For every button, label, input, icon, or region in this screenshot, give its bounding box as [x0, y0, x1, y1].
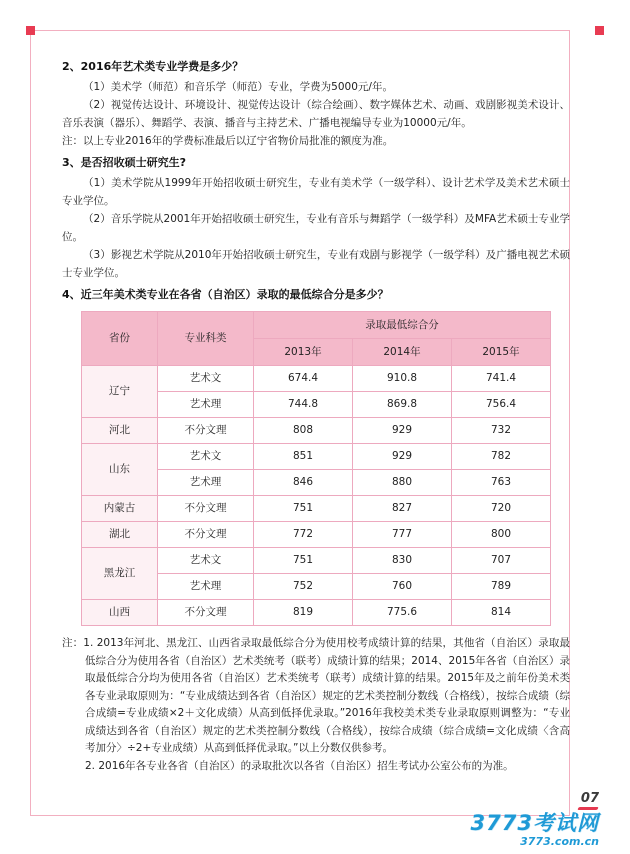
- corner-mark-top-left: [26, 26, 35, 35]
- note-text: 1. 2013年河北、黑龙江、山西省录取最低综合分为使用校考成绩计算的结果，其他省（自治区）录取最低综合分为使用各省（自治区）艺术类统考（联考）成绩计算的结果；2014、2015年各省（自治区）录取最低综合分均为使用各省（自治区）艺术类统考（联考）成绩计算的结果。2015年及之前年份美术类各专业录取原则为：“专业成绩达到各省（自治区）规定的艺术类控制分数线（合格线），按综合成绩（综合成绩=专业成绩×2＋文化成绩）从高到低择优录取。”2016年我校美术类专业录取原则调整为：“专业成绩达到各省（自治区）规定的艺术类控制分数线（合格线），按综合成绩（综合成绩=文化成绩〈含高考加分〉÷2+专业成绩）从高到低择优录取。”以上分数仅供参考。: [83, 637, 570, 754]
- note-paragraph: [62, 635, 570, 758]
- score-cell: 775.6: [353, 600, 452, 626]
- col-header-year-2014: 2014年: [353, 339, 452, 366]
- paragraph: （2）音乐学院从2001年开始招收硕士研究生，专业有音乐与舞蹈学（一级学科）及MFA艺术硕士专业学位。: [62, 213, 570, 243]
- score-table: [81, 311, 551, 626]
- corner-mark-top-right: [595, 26, 604, 35]
- site-url: 3773.com.cn: [520, 835, 599, 848]
- notes-block: [62, 635, 570, 775]
- score-cell: 751: [254, 496, 353, 522]
- category-cell: 艺术理: [158, 392, 254, 418]
- col-header-scores: 录取最低综合分: [254, 312, 551, 339]
- table-row: [82, 444, 551, 470]
- province-cell: 内蒙古: [82, 496, 158, 522]
- category-cell: 艺术文: [158, 444, 254, 470]
- score-cell: 880: [353, 470, 452, 496]
- score-cell: 720: [452, 496, 551, 522]
- col-header-category: 专业科类: [158, 312, 254, 366]
- score-cell: 772: [254, 522, 353, 548]
- table-row: [82, 522, 551, 548]
- score-cell: 760: [353, 574, 452, 600]
- score-cell: 851: [254, 444, 353, 470]
- score-cell: 808: [254, 418, 353, 444]
- table-header-row: [82, 312, 551, 339]
- score-cell: 756.4: [452, 392, 551, 418]
- score-cell: 741.4: [452, 366, 551, 392]
- col-header-province: 省份: [82, 312, 158, 366]
- col-header-year-2013: 2013年: [254, 339, 353, 366]
- score-cell: 782: [452, 444, 551, 470]
- table-row: [82, 600, 551, 626]
- paragraph: （1）美术学（师范）和音乐学（师范）专业，学费为5000元/年。: [83, 81, 393, 93]
- score-cell: 744.8: [254, 392, 353, 418]
- score-cell: 910.8: [353, 366, 452, 392]
- footer: [471, 790, 599, 849]
- score-cell: 929: [353, 444, 452, 470]
- table-row: [82, 418, 551, 444]
- site-logo: 3773考试网: [470, 811, 599, 835]
- score-cell: 752: [254, 574, 353, 600]
- category-cell: 艺术文: [158, 548, 254, 574]
- document-content: [62, 54, 570, 775]
- paragraph: （1）美术学院从1999年开始招收硕士研究生，专业有美术学（一级学科）、设计艺术学及美术艺术硕士专业学位。: [62, 177, 570, 207]
- score-cell: 814: [452, 600, 551, 626]
- paragraph: （2）视觉传达设计、环境设计、视觉传达设计（综合绘画）、数字媒体艺术、动画、戏剧影视美术设计、音乐表演（器乐）、舞蹈学、表演、播音与主持艺术、广播电视编导专业为10000元/年。: [62, 99, 570, 129]
- category-cell: 艺术理: [158, 470, 254, 496]
- category-cell: 不分文理: [158, 496, 254, 522]
- category-cell: 不分文理: [158, 418, 254, 444]
- category-cell: 艺术文: [158, 366, 254, 392]
- score-table-header: [82, 312, 551, 366]
- category-cell: 不分文理: [158, 600, 254, 626]
- note-label: 注：: [62, 637, 84, 649]
- table-row: [82, 366, 551, 392]
- category-cell: 艺术理: [158, 574, 254, 600]
- table-row: [82, 496, 551, 522]
- score-cell: 869.8: [353, 392, 452, 418]
- score-cell: 789: [452, 574, 551, 600]
- note-paragraph: 2. 2016年各专业各省（自治区）的录取批次以各省（自治区）招生考试办公室公布的为准。: [85, 759, 514, 772]
- score-cell: 763: [452, 470, 551, 496]
- section-graduate: [62, 154, 570, 282]
- section-heading: 3、是否招收硕士研究生?: [62, 156, 187, 169]
- score-cell: 800: [452, 522, 551, 548]
- paragraph: （3）影视艺术学院从2010年开始招收硕士研究生，专业有戏剧与影视学（一级学科）及广播电视艺术硕士专业学位。: [62, 249, 570, 279]
- section-heading: 2、2016年艺术类专业学费是多少？: [62, 60, 244, 73]
- province-cell: 山东: [82, 444, 158, 496]
- score-cell: 827: [353, 496, 452, 522]
- section-tuition: [62, 58, 570, 150]
- province-cell: 河北: [82, 418, 158, 444]
- tuition-note: 注：以上专业2016年的学费标准最后以辽宁省物价局批准的额度为准。: [62, 135, 394, 147]
- section-scores: [62, 286, 570, 626]
- score-cell: 732: [452, 418, 551, 444]
- score-cell: 929: [353, 418, 452, 444]
- score-cell: 674.4: [254, 366, 353, 392]
- score-cell: 751: [254, 548, 353, 574]
- score-cell: 819: [254, 600, 353, 626]
- province-cell: 山西: [82, 600, 158, 626]
- score-cell: 846: [254, 470, 353, 496]
- score-cell: 707: [452, 548, 551, 574]
- province-cell: 辽宁: [82, 366, 158, 418]
- score-cell: 777: [353, 522, 452, 548]
- section-heading: 4、近三年美术类专业在各省（自治区）录取的最低综合分是多少？: [62, 288, 389, 301]
- province-cell: 黑龙江: [82, 548, 158, 600]
- page-number-underline: [577, 807, 598, 810]
- table-row: [82, 548, 551, 574]
- category-cell: 不分文理: [158, 522, 254, 548]
- score-table-body: [82, 366, 551, 626]
- province-cell: 湖北: [82, 522, 158, 548]
- page-number: 07: [580, 791, 599, 806]
- score-cell: 830: [353, 548, 452, 574]
- page-number-row: [471, 790, 599, 806]
- col-header-year-2015: 2015年: [452, 339, 551, 366]
